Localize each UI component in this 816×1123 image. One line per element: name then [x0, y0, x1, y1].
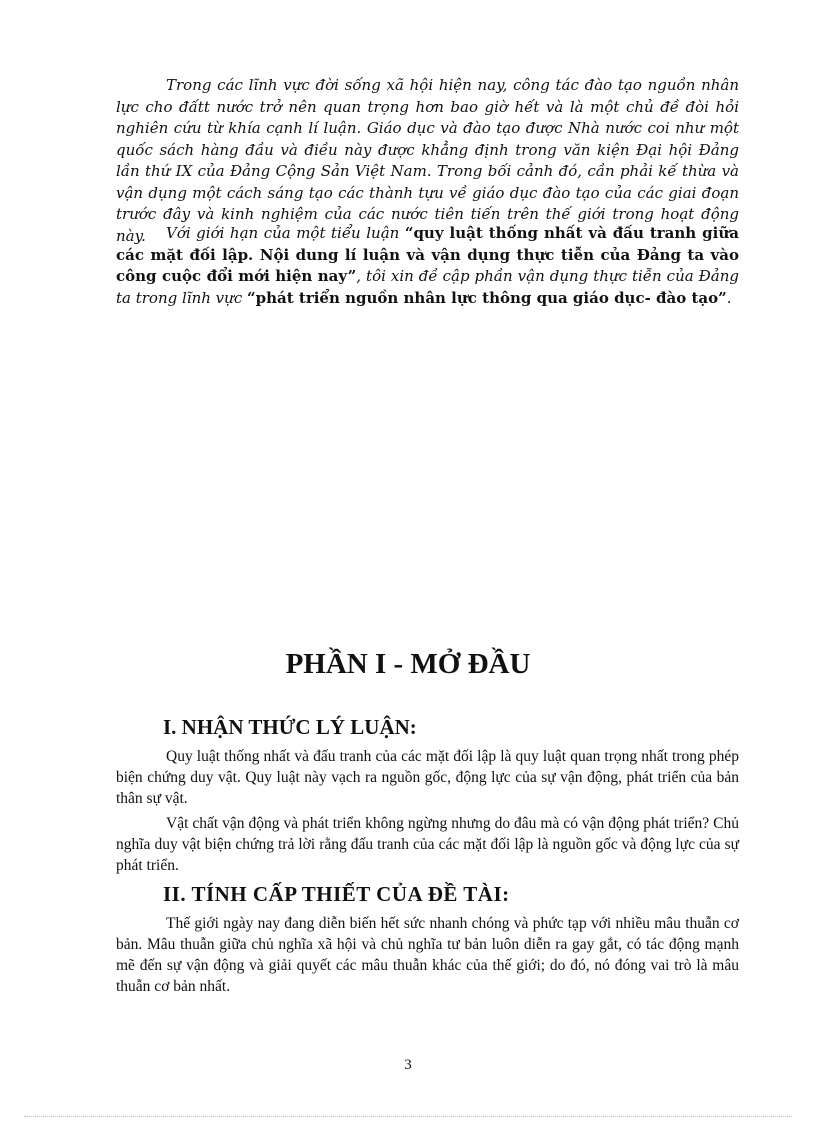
intro-p2-middle: , tôi xin đề cập phần vận dụng thực tiễn của Đảng ta trong lĩnh vực	[116, 267, 739, 307]
section-1-paragraph-1: Quy luật thống nhất và đấu tranh của các mặt đối lập là quy luật quan trọng nhất trong phép biện chứng duy vật. Quy luật này vạch ra nguồn gốc, động lực của sự vận động, phát triển của bản thân sự vật.	[116, 748, 739, 807]
footer-divider	[24, 1116, 792, 1117]
intro-paragraph-2	[116, 223, 739, 309]
part-title: PHẦN I - MỞ ĐẦU	[285, 648, 531, 680]
intro-paragraph-1: Trong các lĩnh vực đời sống xã hội hiện nay, công tác đào tạo nguồn nhân lực cho đấtt nước trở nên quan trọng hơn bao giờ hết và là một chủ đề đòi hỏi nghiên cứu từ khía cạnh lí luận. Giáo dục và đào tạo được Nhà nước coi như một quốc sách hàng đầu và điều này được khẳng định trong văn kiện Đại hội Đảng lần thứ IX của Đảng Cộng Sản Việt Nam. Trong bối cảnh đó, cần phải kế thừa và vận dụng một cách sáng tạo các thành tựu về giáo dục đào tạo của các giai đoạn trước đây và kinh nghiệm của các nước tiên tiến trên thế giới trong hoạt động này.	[116, 76, 739, 245]
intro-p2-start: Với giới hạn của một tiểu luận	[166, 224, 405, 242]
intro-p2-end: .	[726, 288, 732, 307]
topic-quote: “phát triển nguồn nhân lực thông qua giáo dục- đào tạo”	[247, 288, 727, 307]
page-number: 3	[404, 1057, 412, 1073]
section-2-heading: II. TÍNH CẤP THIẾT CỦA ĐỀ TÀI:	[163, 882, 510, 906]
section-1-paragraph-2: Vật chất vận động và phát triển không ngừng nhưng do đâu mà có vận động phát triển? Chủ nghĩa duy vật biện chứng trả lời rằng đấu tranh của các mặt đối lập là nguồn gốc và động lực của sự phát triển.	[116, 815, 739, 874]
essay-title-quote: “quy luật thống nhất và đấu tranh giữa các mặt đối lập. Nội dung lí luận và vận dụng thực tiễn của Đảng ta vào công cuộc đổi mới hiện nay”	[116, 224, 739, 285]
section-1-heading: I. NHẬN THỨC LÝ LUẬN:	[163, 715, 417, 739]
section-2-paragraph-1: Thế giới ngày nay đang diễn biến hết sức nhanh chóng và phức tạp với nhiều mâu thuẫn cơ bản. Mâu thuẫn giữa chủ nghĩa xã hội và chủ nghĩa tư bản luôn diễn ra gay gắt, có tác động mạnh mẽ đến sự vận động và giải quyết các mâu thuẫn khác của thế giới; do đó, nó đóng vai trò là mâu thuẫn cơ bản nhất.	[116, 915, 739, 995]
